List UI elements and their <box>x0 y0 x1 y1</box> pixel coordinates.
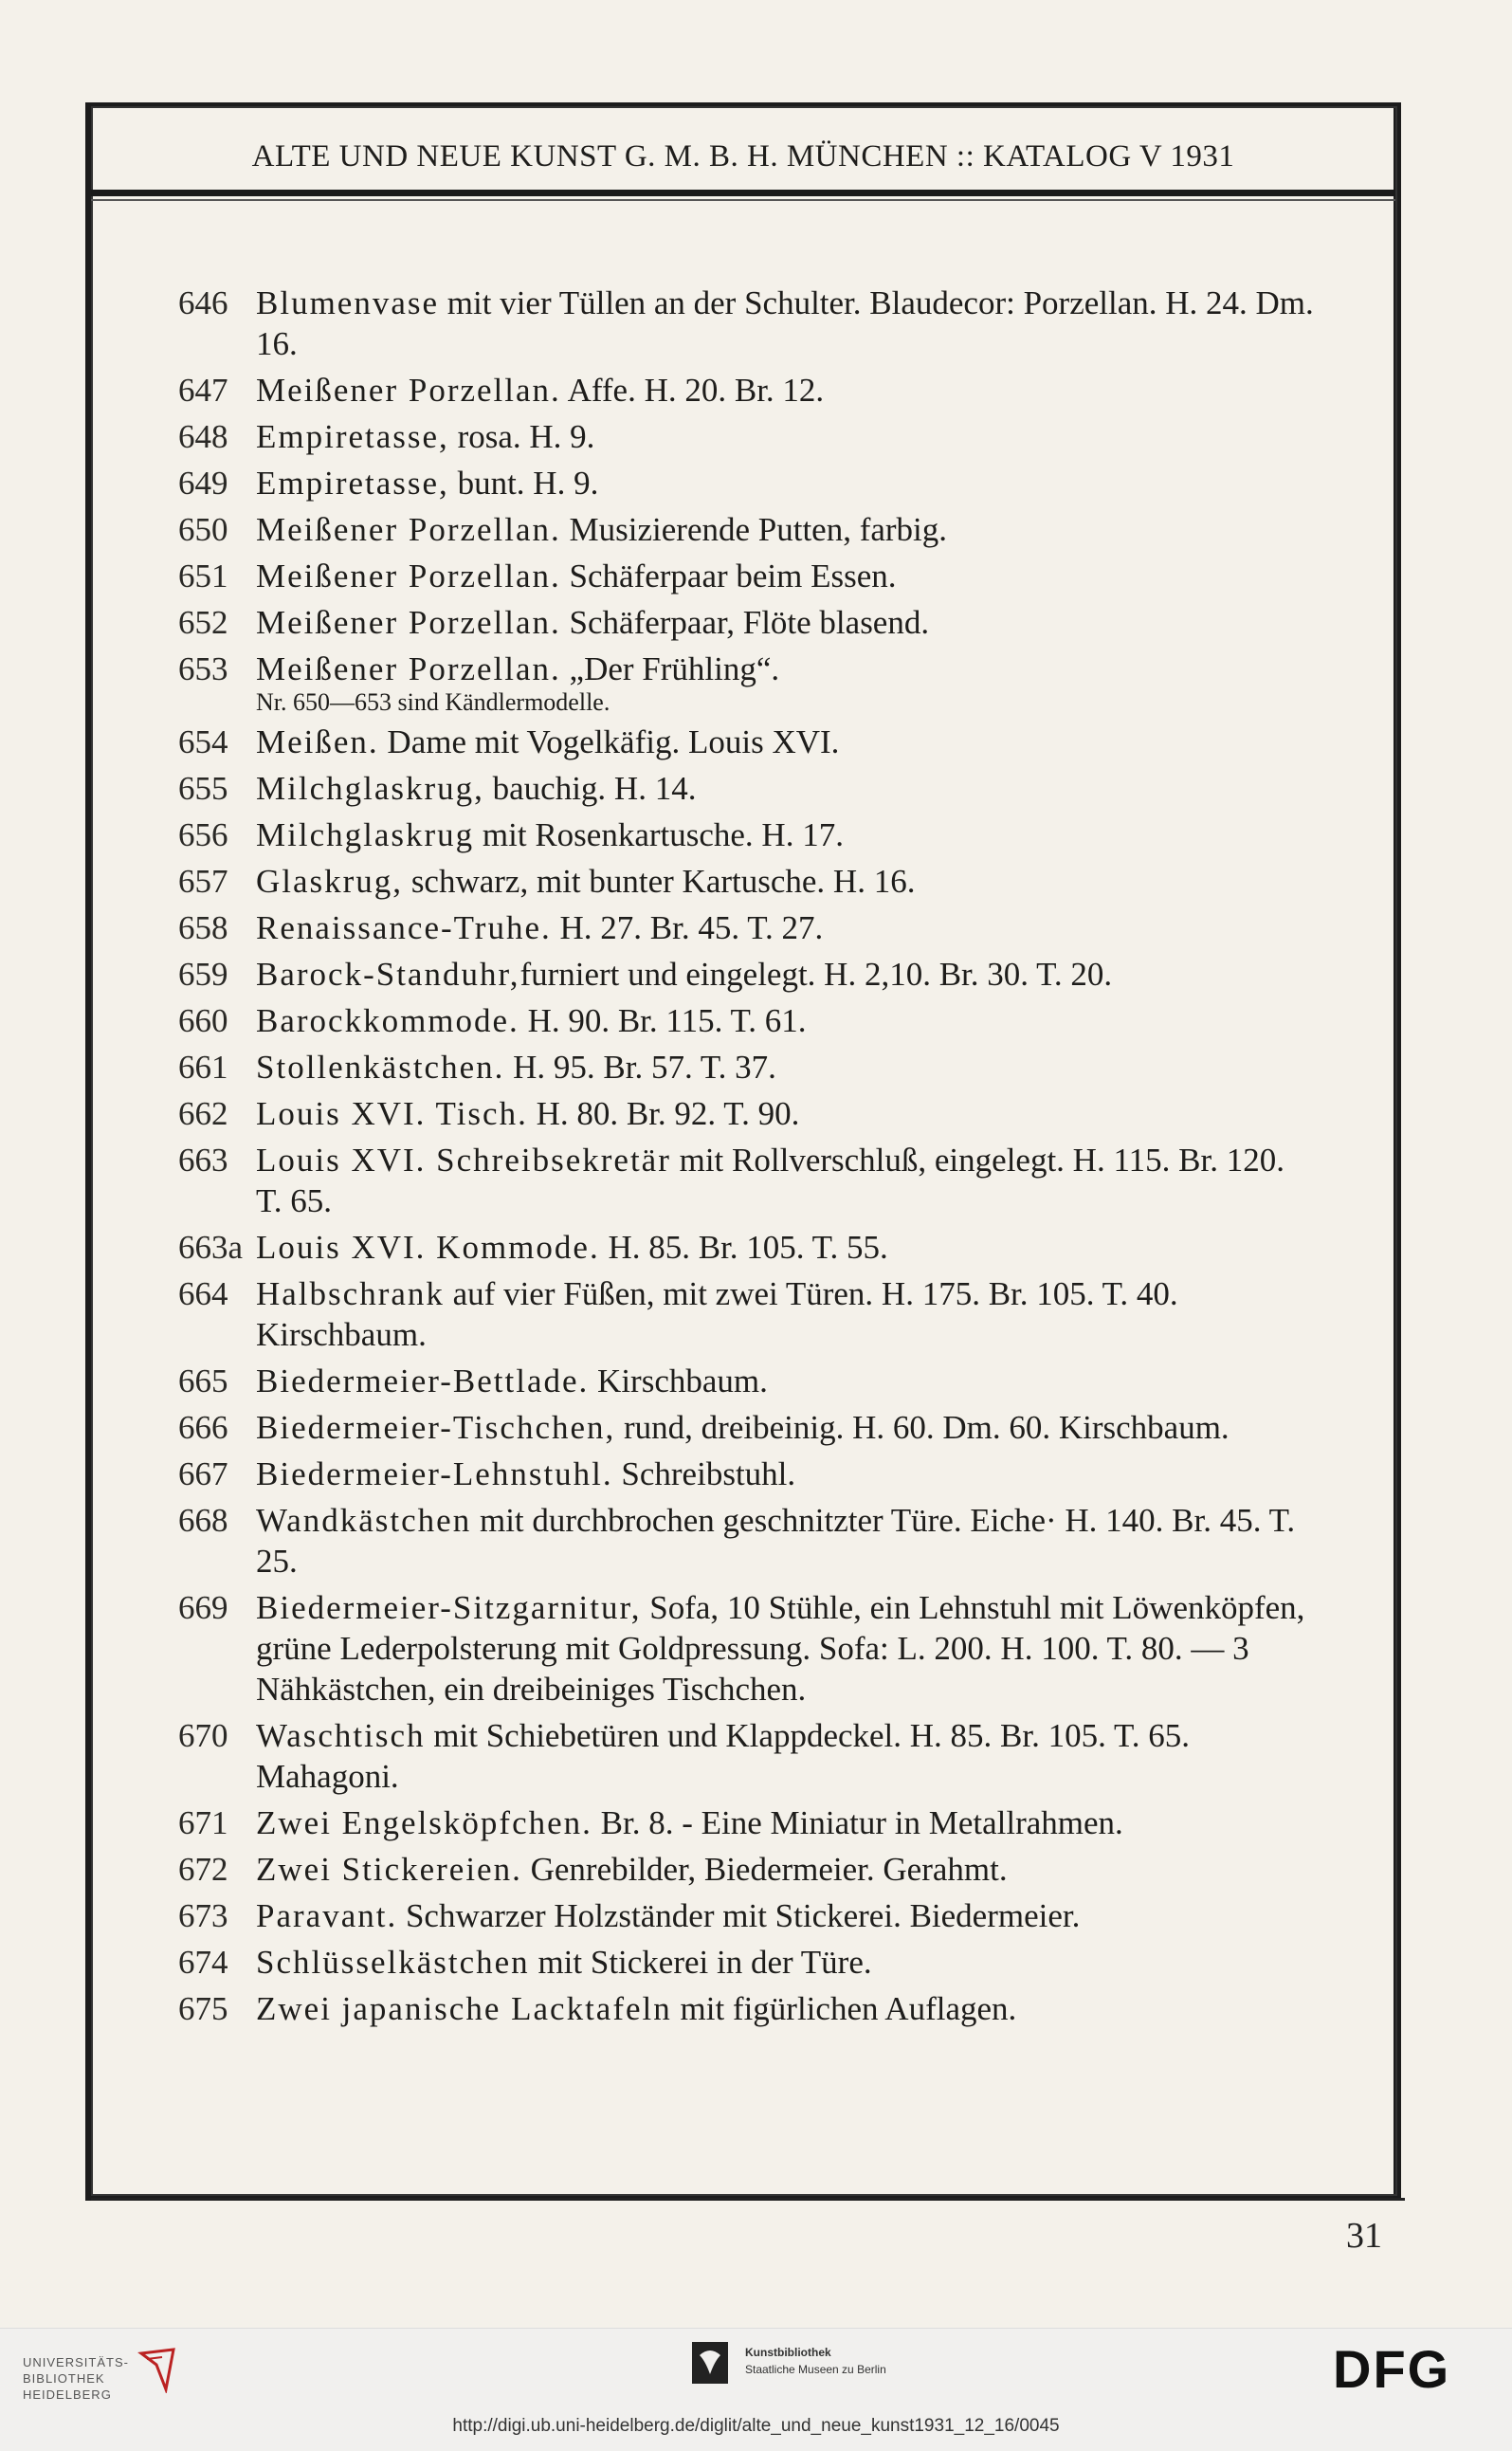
entry-description: H. 80. Br. 92. T. 90. <box>527 1095 800 1132</box>
entry-number: 666 <box>178 1409 228 1446</box>
entry-number: 653 <box>178 650 228 687</box>
university-logo-icon <box>137 2346 177 2393</box>
entry-title: Louis XVI. Kommode. <box>256 1229 600 1266</box>
catalog-entry <box>178 1407 1316 1448</box>
catalog-entry <box>178 1802 1316 1843</box>
kb-title: Kunstbibliothek <box>745 2346 831 2359</box>
entry-title: Schlüsselkästchen <box>256 1944 530 1981</box>
university-library-label <box>23 2354 129 2403</box>
entry-title: Louis XVI. Schreibsekretär <box>256 1142 671 1179</box>
entry-number: 665 <box>178 1363 228 1399</box>
entry-title: Milchglaskrug <box>256 816 475 853</box>
catalog-entry-list <box>178 283 1316 2035</box>
catalog-entry <box>178 1849 1316 1890</box>
entry-title: Biedermeier-Tischchen, <box>256 1409 616 1446</box>
catalog-entry <box>178 1454 1316 1494</box>
entry-title: Meißener Porzellan. <box>256 511 561 548</box>
entry-description: H. 90. Br. 115. T. 61. <box>519 1002 807 1039</box>
entry-description: Sofa, 10 Stühle, ein Lehnstuhl mit Löwenköpfen, grüne Lederpolsterung mit Goldpressung. Sofa: L. 200. H. 100. T. 80. — 3 Nähkästchen, ein dreibeiniges Tischchen. <box>256 1589 1305 1708</box>
university-line-2: BIBLIOTHEK <box>23 2371 105 2386</box>
entry-number: 661 <box>178 1049 228 1086</box>
header-rule <box>91 190 1395 196</box>
entry-description: H. 85. Br. 105. T. 55. <box>599 1229 888 1266</box>
entry-number: 657 <box>178 863 228 900</box>
entry-description: mit vier Tüllen an der Schulter. Blaudecor: Porzellan. H. 24. Dm. 16. <box>256 284 1314 362</box>
catalog-entry <box>178 861 1316 902</box>
catalog-entry <box>178 1895 1316 1936</box>
catalog-entry <box>178 509 1316 550</box>
entry-description: H. 95. Br. 57. T. 37. <box>504 1049 776 1086</box>
catalog-entry <box>178 1273 1316 1355</box>
entry-title: Zwei Stickereien. <box>256 1851 522 1888</box>
entry-description: mit Stickerei in der Türe. <box>529 1944 872 1981</box>
entry-description: mit durchbrochen geschnitzter Türe. Eiche· H. 140. Br. 45. T. 25. <box>256 1502 1296 1580</box>
catalog-entry <box>178 1000 1316 1041</box>
catalog-entry <box>178 283 1316 364</box>
entry-title: Glaskrug, <box>256 863 404 900</box>
entry-number: 664 <box>178 1275 228 1312</box>
entry-title: Louis XVI. Tisch. <box>256 1095 528 1132</box>
entry-description: bauchig. H. 14. <box>483 770 697 807</box>
catalog-entry <box>178 463 1316 503</box>
entry-number: 659 <box>178 956 228 993</box>
catalog-entry <box>178 954 1316 995</box>
catalog-entry <box>178 1093 1316 1134</box>
entry-description: Schäferpaar beim Essen. <box>560 558 897 594</box>
entry-description: Musizierende Putten, farbig. <box>560 511 948 548</box>
entry-description: Dame mit Vogelkäfig. Louis XVI. <box>378 723 840 760</box>
entry-description: mit Rosenkartusche. H. 17. <box>474 816 844 853</box>
entry-title: Barock-Standuhr, <box>256 956 520 993</box>
entry-number: 647 <box>178 372 228 409</box>
entry-description: Schwarzer Holzständer mit Stickerei. Biedermeier. <box>397 1897 1081 1934</box>
entry-description: furniert und eingelegt. H. 2,10. Br. 30. T. 20. <box>519 956 1113 993</box>
kb-subtitle: Staatliche Museen zu Berlin <box>745 2363 886 2376</box>
entry-description: Kirschbaum. <box>589 1363 768 1399</box>
entry-number: 663 <box>178 1142 228 1179</box>
catalog-entry <box>178 649 1316 716</box>
catalog-entry <box>178 814 1316 855</box>
entry-title: Empiretasse, <box>256 418 449 455</box>
entry-title: Wandkästchen <box>256 1502 472 1539</box>
entry-title: Zwei Engelsköpfchen. <box>256 1804 592 1841</box>
entry-description: Genrebilder, Biedermeier. Gerahmt. <box>521 1851 1008 1888</box>
entry-description: mit Schiebetüren und Klappdeckel. H. 85. Br. 105. T. 65. Mahagoni. <box>256 1717 1191 1795</box>
entry-title: Waschtisch <box>256 1717 426 1754</box>
entry-number: 654 <box>178 723 228 760</box>
entry-note: Nr. 650—653 sind Kändlermodelle. <box>256 688 610 716</box>
catalog-entry <box>178 602 1316 643</box>
catalog-header <box>91 119 1395 193</box>
source-url[interactable]: http://digi.ub.uni-heidelberg.de/diglit/alte_und_neue_kunst1931_12_16/0045 <box>452 2416 1060 2436</box>
entry-number: 671 <box>178 1804 228 1841</box>
entry-title: Meißener Porzellan. <box>256 650 561 687</box>
entry-description: Affe. H. 20. Br. 12. <box>560 372 825 409</box>
entry-number: 662 <box>178 1095 228 1132</box>
entry-description: Schreibstuhl. <box>612 1455 796 1492</box>
entry-number: 670 <box>178 1717 228 1754</box>
entry-description: mit figürlichen Auflagen. <box>671 1990 1017 2027</box>
entry-number: 672 <box>178 1851 228 1888</box>
entry-description: mit Rollverschluß, eingelegt. H. 115. Br. 120. T. 65. <box>256 1142 1284 1219</box>
entry-number: 663a <box>178 1229 244 1266</box>
catalog-entry <box>178 1140 1316 1221</box>
entry-number: 650 <box>178 511 228 548</box>
entry-description: rosa. H. 9. <box>448 418 595 455</box>
catalog-entry <box>178 1227 1316 1268</box>
entry-number: 660 <box>178 1002 228 1039</box>
entry-title: Empiretasse, <box>256 465 449 502</box>
entry-number: 675 <box>178 1990 228 2027</box>
entry-title: Meißener Porzellan. <box>256 558 561 594</box>
entry-number: 668 <box>178 1502 228 1539</box>
catalog-entry <box>178 1500 1316 1582</box>
entry-number: 648 <box>178 418 228 455</box>
entry-number: 669 <box>178 1589 228 1626</box>
frame-bottom-rule <box>91 2198 1405 2201</box>
catalog-entry <box>178 722 1316 762</box>
entry-title: Meißener Porzellan. <box>256 604 561 641</box>
entry-number: 651 <box>178 558 228 594</box>
entry-title: Biedermeier-Sitzgarnitur, <box>256 1589 642 1626</box>
entry-title: Stollenkästchen. <box>256 1049 505 1086</box>
entry-description: bunt. H. 9. <box>448 465 599 502</box>
catalog-entry <box>178 556 1316 596</box>
entry-title: Meißener Porzellan. <box>256 372 561 409</box>
entry-title: Barockkommode. <box>256 1002 519 1039</box>
catalog-header-title: ALTE UND NEUE KUNST G. M. B. H. MÜNCHEN :: KATALOG V 1931 <box>251 138 1235 174</box>
entry-title: Blumenvase <box>256 284 440 321</box>
catalog-entry <box>178 416 1316 457</box>
catalog-entry <box>178 1942 1316 1983</box>
catalog-entry <box>178 1587 1316 1710</box>
entry-number: 667 <box>178 1455 228 1492</box>
entry-number: 655 <box>178 770 228 807</box>
entry-title: Biedermeier-Lehnstuhl. <box>256 1455 613 1492</box>
catalog-entry <box>178 1715 1316 1797</box>
header-rule-thin <box>91 199 1395 201</box>
entry-title: Milchglaskrug, <box>256 770 484 807</box>
entry-number: 658 <box>178 909 228 946</box>
entry-number: 646 <box>178 284 228 321</box>
entry-number: 674 <box>178 1944 228 1981</box>
catalog-entry <box>178 1988 1316 2029</box>
entry-number: 652 <box>178 604 228 641</box>
entry-title: Paravant. <box>256 1897 398 1934</box>
entry-number: 649 <box>178 465 228 502</box>
entry-number: 673 <box>178 1897 228 1934</box>
kunstbibliothek-eagle-icon <box>692 2342 728 2384</box>
catalog-entry <box>178 1361 1316 1401</box>
entry-description: Schäferpaar, Flöte blasend. <box>560 604 930 641</box>
entry-title: Zwei japanische Lacktafeln <box>256 1990 672 2027</box>
dfg-logo: DFG <box>1333 2339 1451 2399</box>
catalog-entry <box>178 1047 1316 1088</box>
university-line-3: HEIDELBERG <box>23 2387 112 2402</box>
entry-title: Biedermeier-Bettlade. <box>256 1363 590 1399</box>
entry-title: Renaissance-Truhe. <box>256 909 552 946</box>
catalog-entry <box>178 370 1316 411</box>
entry-title: Meißen. <box>256 723 379 760</box>
catalog-entry <box>178 768 1316 809</box>
entry-number: 656 <box>178 816 228 853</box>
university-line-1: UNIVERSITÄTS- <box>23 2355 129 2369</box>
catalog-entry <box>178 907 1316 948</box>
entry-description: schwarz, mit bunter Kartusche. H. 16. <box>403 863 916 900</box>
entry-description: auf vier Füßen, mit zwei Türen. H. 175. Br. 105. T. 40. Kirschbaum. <box>256 1275 1178 1353</box>
entry-description: Br. 8. - Eine Miniatur in Metallrahmen. <box>592 1804 1123 1841</box>
kunstbibliothek-label <box>745 2344 886 2378</box>
entry-description: rund, dreibeinig. H. 60. Dm. 60. Kirschbaum. <box>615 1409 1230 1446</box>
page-number: 31 <box>1346 2216 1382 2256</box>
entry-description: H. 27. Br. 45. T. 27. <box>551 909 824 946</box>
entry-description: „Der Frühling“. <box>560 650 780 687</box>
entry-title: Halbschrank <box>256 1275 445 1312</box>
